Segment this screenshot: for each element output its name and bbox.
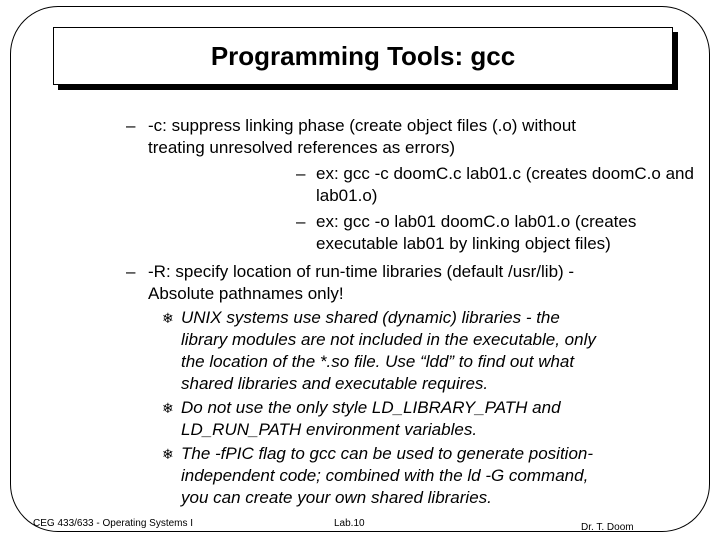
subbullet-text: you can create your own shared libraries. [181,488,492,507]
subbullet-text: the location of the *.so file. Use “ldd” to find out what [181,352,575,371]
subbullet-dash: – [296,164,306,183]
subbullet-text: independent code; combined with the ld -G command, [181,466,589,485]
subbullet-text: lab01.o) [316,186,378,205]
bullet-text: -R: specify location of run-time libraries (default /usr/lib) - [148,262,575,281]
subbullet-dash: – [296,212,306,231]
title-box [53,27,673,85]
bullet-dash: – [126,262,136,281]
footer-lab: Lab.10 [334,518,365,529]
footer-author: Dr. T. Doom [581,522,634,533]
subbullet-text: executable lab01 by linking object files) [316,234,611,253]
subbullet-text: Do not use the only style LD_LIBRARY_PATH and [181,398,561,417]
subbullet-text: LD_RUN_PATH environment variables. [181,420,478,439]
footer-course: CEG 433/633 - Operating Systems I [33,518,194,529]
snowflake-bullet-icon: ❄ [162,446,174,462]
subbullet-text: ex: gcc -c doomC.c lab01.c (creates doomC.o and [316,164,694,183]
subbullet-text: ex: gcc -o lab01 doomC.o lab01.o (creates [316,212,637,231]
snowflake-bullet-icon: ❄ [162,400,174,416]
bullet-text: Absolute pathnames only! [148,284,344,303]
subbullet-text: library modules are not included in the executable, only [181,330,596,349]
bullet-text: -c: suppress linking phase (create object files (.o) without [148,116,577,135]
bullet-dash: – [126,116,136,135]
slide-title: Programming Tools: gcc [210,40,516,71]
subbullet-text: The -fPIC flag to gcc can be used to generate position- [181,444,594,463]
subbullet-text: shared libraries and executable requires. [181,374,489,393]
subbullet-text: UNIX systems use shared (dynamic) libraries - the [181,308,560,327]
bullet-text: treating unresolved references as errors) [148,138,456,157]
snowflake-bullet-icon: ❄ [162,310,174,326]
